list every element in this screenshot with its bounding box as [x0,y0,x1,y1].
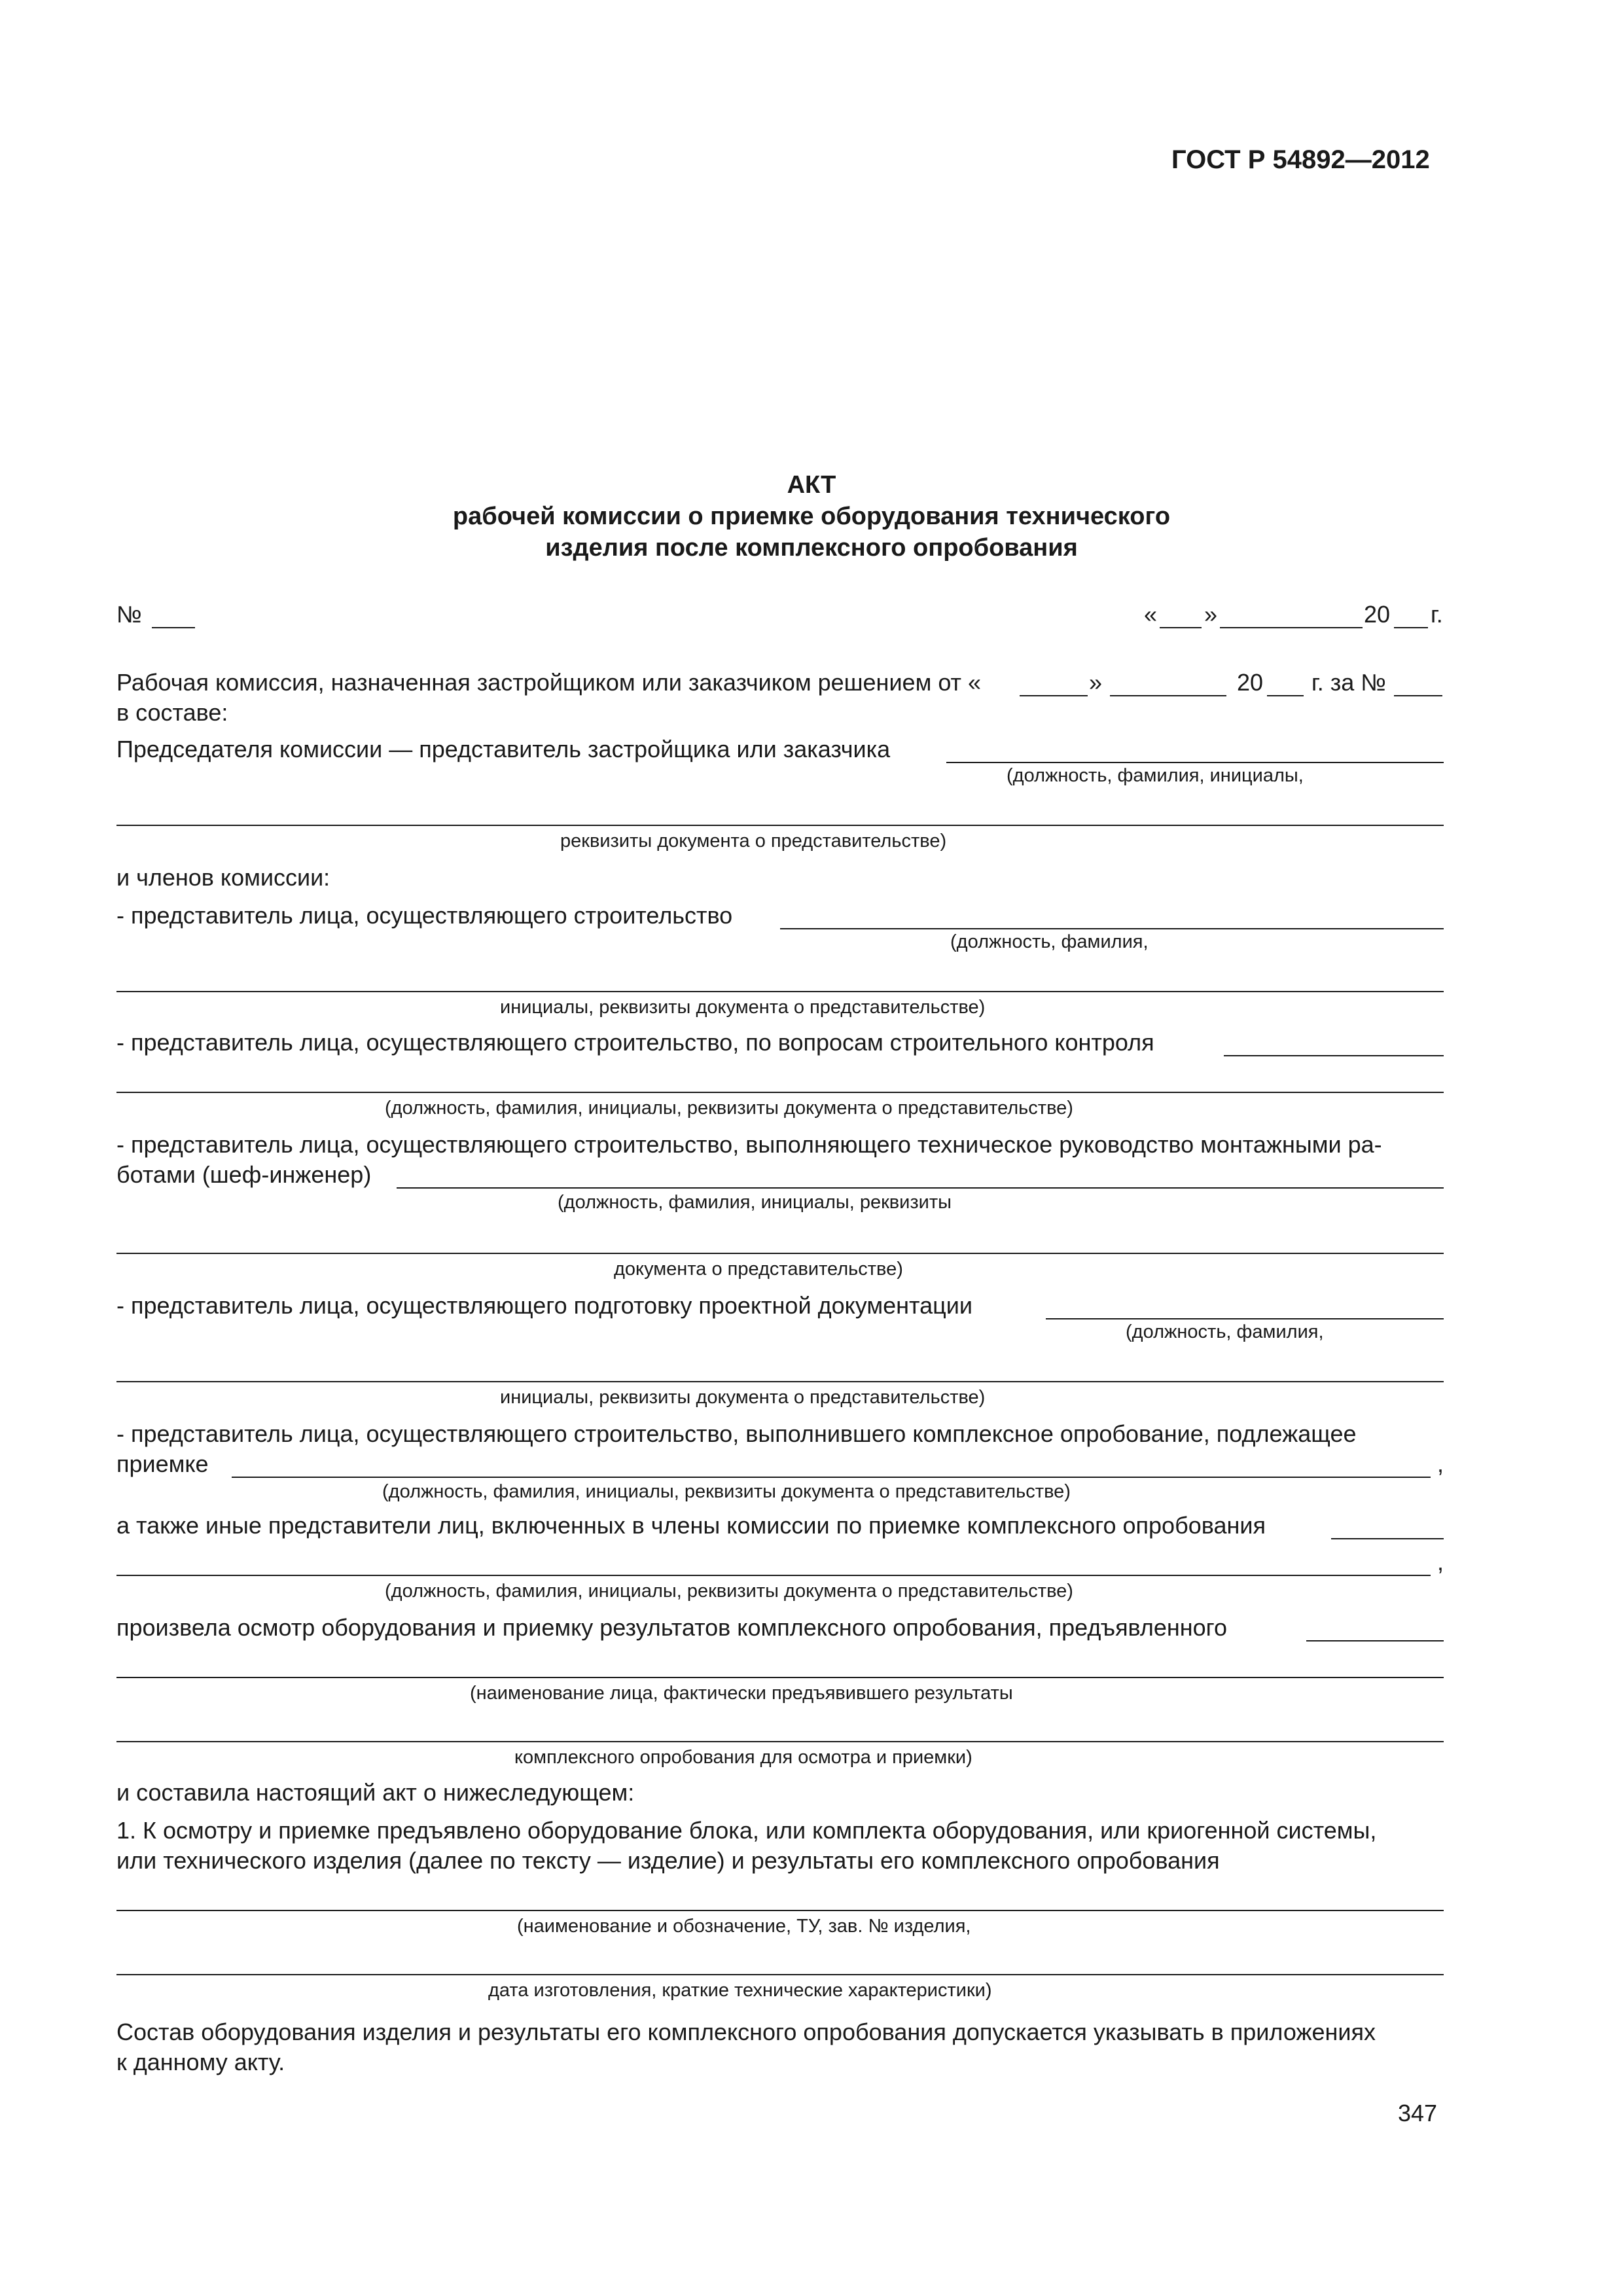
inspection-field-line2[interactable] [116,1677,1444,1678]
member-design-caption-2: инициалы, реквизиты документа о представительстве) [500,1387,986,1408]
inspection-label: произвела осмотр оборудования и приемку результатов комплексного опробования, предъявленного [116,1614,1228,1641]
member-construction-label: - представитель лица, осуществляющего строительство [116,902,733,929]
chairman-field-line2[interactable] [116,825,1444,826]
chairman-caption-2: реквизиты документа о представительстве) [560,831,947,852]
chairman-field[interactable] [946,762,1444,763]
chairman-caption-1: (должность, фамилия, инициалы, [1007,765,1304,786]
member-control-label: - представитель лица, осуществляющего строительство, по вопросам строительного контроля [116,1029,1154,1056]
member-control-field[interactable] [1224,1055,1444,1056]
others-field[interactable] [1331,1538,1444,1539]
act-subtitle-line2: изделия после комплексного опробования [545,534,1078,562]
member-construction-caption-2: инициалы, реквизиты документа о представительстве) [500,997,986,1018]
item1-caption-1: (наименование и обозначение, ТУ, зав. № изделия, [517,1916,971,1937]
standard-code: ГОСТ Р 54892—2012 [1171,145,1430,174]
intro-composition: в составе: [116,699,228,726]
member-supervisor-label-2: ботами (шеф-инженер) [116,1161,372,1188]
member-testing-caption: (должность, фамилия, инициалы, реквизиты документа о представительстве) [382,1481,1071,1502]
member-supervisor-label-1: - представитель лица, осуществляющего строительство, выполняющего техническое руководство монтажными ра- [116,1131,1382,1158]
member-construction-caption-1: (должность, фамилия, [950,931,1149,952]
compiled-text: и составила настоящий акт о нижеследующем: [116,1779,635,1806]
member-design-caption-1: (должность, фамилия, [1126,1321,1324,1342]
decision-number-field[interactable] [1394,695,1442,696]
member-testing-field[interactable] [232,1477,1431,1478]
date-year-suffix: г. [1431,601,1443,628]
page-number: 347 [1398,2100,1438,2126]
inspection-caption-1: (наименование лица, фактически предъявившего результаты [470,1683,1013,1704]
member-supervisor-caption-1: (должность, фамилия, инициалы, реквизиты [558,1192,952,1213]
decision-year-field[interactable] [1267,695,1304,696]
others-caption: (должность, фамилия, инициалы, реквизиты документа о представительстве) [385,1581,1073,1602]
member-supervisor-field[interactable] [397,1187,1444,1189]
member-design-field-line2[interactable] [116,1381,1444,1382]
member-testing-label-1: - представитель лица, осуществляющего строительство, выполнившего комплексное опробование, подлежащее [116,1420,1357,1447]
member-control-field-line2[interactable] [116,1092,1444,1093]
item1-line1: 1. К осмотру и приемке предъявлено оборудование блока, или комплекта оборудования, или криогенной системы, [116,1817,1377,1844]
others-field-line2[interactable] [116,1575,1431,1576]
date-month-field[interactable] [1220,627,1363,628]
intro-close-quote: » [1089,669,1103,696]
date-year-prefix: 20 [1364,601,1391,628]
date-year-field[interactable] [1394,627,1428,628]
item1-caption-2: дата изготовления, краткие технические характеристики) [488,1980,992,2001]
others-label: а также иные представители лиц, включенных в члены комиссии по приемке комплексного опробования [116,1512,1266,1539]
member-construction-field-line2[interactable] [116,991,1444,992]
member-design-field[interactable] [1046,1318,1444,1319]
date-day-field[interactable] [1160,627,1202,628]
intro-number-label: г. за № [1311,669,1386,696]
member-design-label: - представитель лица, осуществляющего подготовку проектной документации [116,1292,972,1319]
inspection-caption-2: комплексного опробования для осмотра и приемки) [514,1747,972,1768]
member-construction-field[interactable] [780,928,1444,929]
item1-line2: или технического изделия (далее по тексту — изделие) и результаты его комплексного опробования [116,1847,1220,1874]
members-intro: и членов комиссии: [116,864,330,891]
item1-field-line2[interactable] [116,1974,1444,1975]
note-line1: Состав оборудования изделия и результаты его комплексного опробования допускается указывать в приложениях [116,2018,1376,2045]
others-comma: , [1437,1549,1444,1575]
chairman-label: Председателя комиссии — представитель застройщика или заказчика [116,736,891,762]
member-control-caption: (должность, фамилия, инициалы, реквизиты документа о представительстве) [385,1098,1073,1119]
act-title: АКТ [787,471,836,499]
inspection-field-line3[interactable] [116,1741,1444,1742]
item1-field[interactable] [116,1910,1444,1911]
inspection-field[interactable] [1306,1640,1444,1641]
intro-text: Рабочая комиссия, назначенная застройщиком или заказчиком решением от « [116,669,982,696]
decision-month-field[interactable] [1110,695,1226,696]
member-supervisor-caption-2: документа о представительстве) [614,1259,903,1280]
act-subtitle-line1: рабочей комиссии о приемке оборудования технического [452,503,1171,530]
member-testing-comma: , [1437,1450,1444,1477]
intro-year-prefix: 20 [1237,669,1264,696]
date-open-quote: « [1144,601,1158,628]
date-close-quote: » [1204,601,1218,628]
act-number-field[interactable] [152,627,195,628]
decision-day-field[interactable] [1020,695,1088,696]
act-number-label: № [116,601,142,628]
member-supervisor-field-line2[interactable] [116,1253,1444,1254]
member-testing-label-2: приемке [116,1450,209,1477]
note-line2: к данному акту. [116,2049,285,2075]
